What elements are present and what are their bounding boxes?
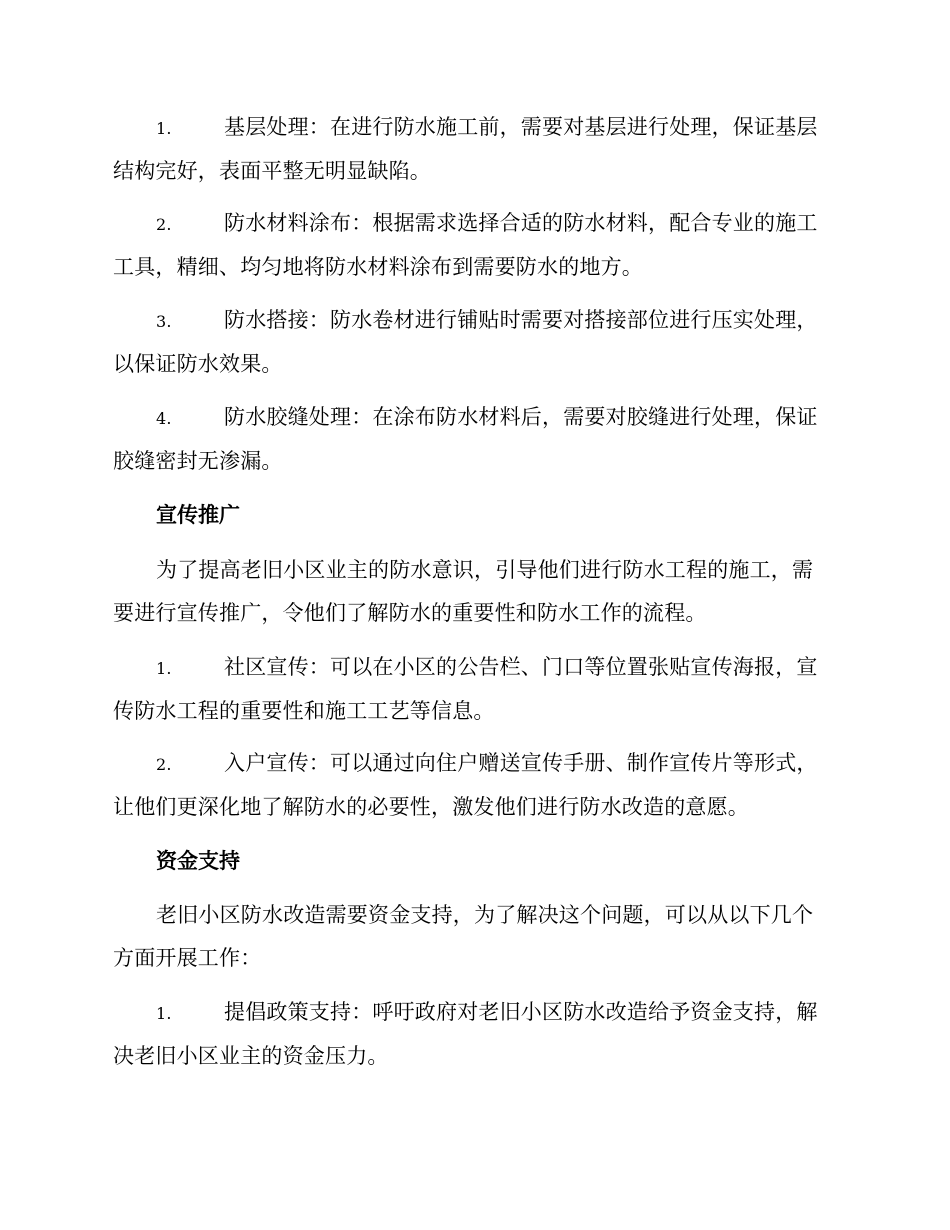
list-item <box>113 396 833 483</box>
list-item <box>113 106 833 193</box>
list-item-text: 社区宣传：可以在小区的公告栏、门口等位置张贴宣传海报，宣传防水工程的重要性和施工工艺等信息。 <box>113 655 818 723</box>
list-item <box>113 742 833 829</box>
list-number: 1. <box>156 119 172 138</box>
list-item-text: 基层处理：在进行防水施工前，需要对基层进行处理，保证基层结构完好，表面平整无明显缺陷。 <box>113 115 818 183</box>
section-heading-funding: 资金支持 <box>156 848 240 873</box>
list-item-text: 入户宣传：可以通过向住户赠送宣传手册、制作宣传片等形式，让他们更深化地了解防水的必要性，激发他们进行防水改造的意愿。 <box>113 751 818 819</box>
section-heading-promo: 宣传推广 <box>156 502 240 527</box>
list-number: 2. <box>156 215 172 234</box>
list-item <box>113 202 833 289</box>
list-number: 3. <box>156 312 172 331</box>
list-number: 1. <box>156 659 172 678</box>
list-item-text: 防水搭接：防水卷材进行铺贴时需要对搭接部位进行压实处理，以保证防水效果。 <box>113 308 818 376</box>
section-paragraph-promo: 为了提高老旧小区业主的防水意识，引导他们进行防水工程的施工，需要进行宣传推广，令他们了解防水的重要性和防水工作的流程。 <box>113 558 814 625</box>
list-item-text: 提倡政策支持：呼吁政府对老旧小区防水改造给予资金支持，解决老旧小区业主的资金压力。 <box>113 1000 818 1068</box>
list-number: 4. <box>156 409 172 428</box>
list-item-text: 防水材料涂布：根据需求选择合适的防水材料，配合专业的施工工具，精细、均匀地将防水材料涂布到需要防水的地方。 <box>113 211 818 279</box>
list-item <box>113 299 833 386</box>
list-number: 2. <box>156 755 172 774</box>
section-paragraph-funding: 老旧小区防水改造需要资金支持，为了解决这个问题，可以从以下几个方面开展工作： <box>113 903 814 970</box>
list-item-text: 防水胶缝处理：在涂布防水材料后，需要对胶缝进行处理，保证胶缝密封无渗漏。 <box>113 405 818 473</box>
list-item <box>113 646 833 733</box>
list-number: 1. <box>156 1004 172 1023</box>
list-item <box>113 991 833 1078</box>
